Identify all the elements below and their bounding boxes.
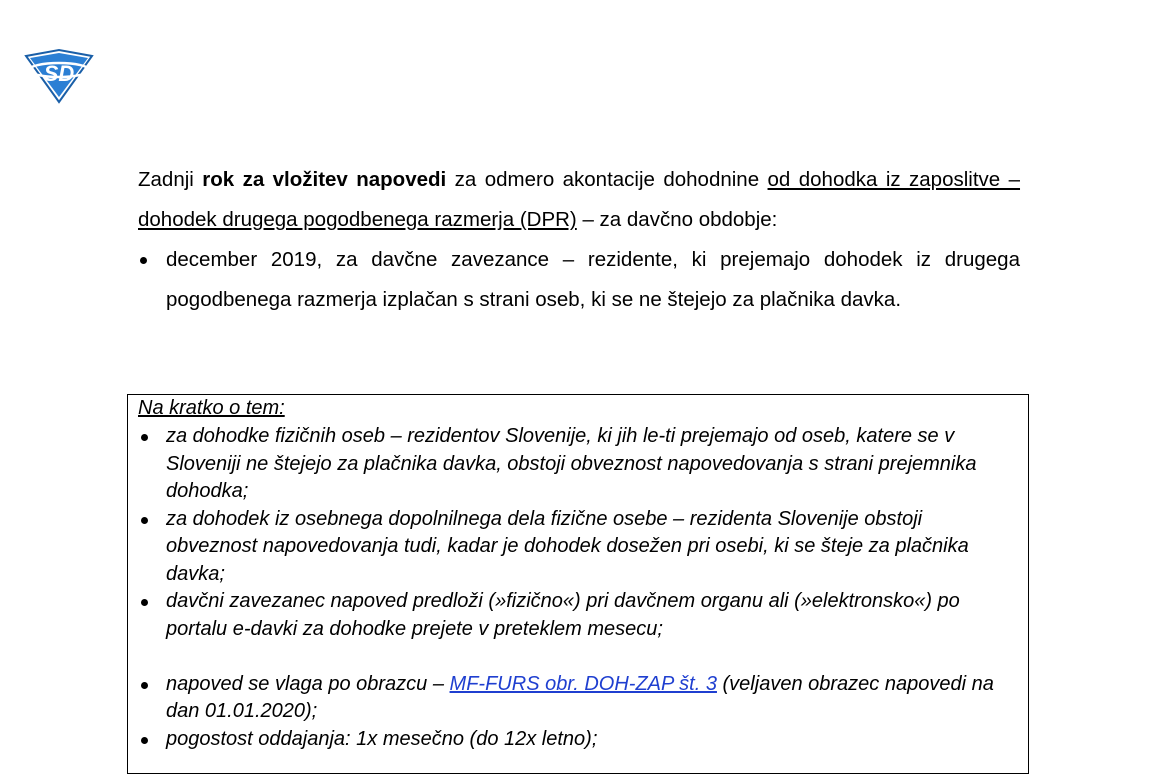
form-text-pre: napoved se vlaga po obrazcu –	[166, 672, 450, 695]
summary-item-form	[138, 671, 1018, 726]
summary-item: davčni zavezanec napoved predloži (»fizično«) pri davčnem organu ali (»elektronsko«) po portalu e-davki za dohodke prejete v preteklem mesecu;	[138, 588, 1018, 643]
summary-box	[127, 394, 1029, 774]
intro-text-1: Zadnji	[138, 168, 203, 191]
summary-box-title: Na kratko o tem:	[138, 397, 285, 419]
intro-paragraph	[138, 160, 1020, 240]
sd-logo	[22, 48, 96, 104]
intro-income-type-underlined: od dohodka iz zaposlitve – dohodek drugega pogodbenega razmerja (DPR)	[138, 168, 1021, 231]
svg-text:SD: SD	[43, 61, 75, 86]
form-text-post: (veljaven obrazec napovedi na dan 01.01.2020);	[166, 672, 994, 722]
summary-item: pogostost oddajanja: 1x mesečno (do 12x letno);	[138, 726, 1018, 754]
intro-deadline-bold: rok za vložitev napovedi	[202, 168, 447, 191]
intro-text-2: za odmero akontacije dohodnine	[446, 168, 768, 191]
summary-list	[138, 423, 1018, 753]
period-list-item: december 2019, za davčne zavezance – rezidente, ki prejemajo dohodek iz drugega pogodbenega razmerja izplačan s strani oseb, ki se ne štejejo za plačnika davka.	[138, 240, 1020, 320]
summary-item: za dohodek iz osebnega dopolnilnega dela fizične osebe – rezidenta Slovenije obstoji obveznost napovedovanja tudi, kadar je dohodek dosežen pri osebi, ki se šteje za plačnika davka;	[138, 506, 1018, 589]
form-link[interactable]: MF-FURS obr. DOH-ZAP št. 3	[449, 672, 717, 695]
summary-item: za dohodke fizičnih oseb – rezidentov Slovenije, ki jih le-ti prejemajo od oseb, katere se v Sloveniji ne štejejo za plačnika davka, obstoji obveznost napovedovanja s strani prejemnika dohodka;	[138, 423, 1018, 506]
intro-text-3: – za davčno obdobje:	[576, 208, 778, 231]
shield-logo-icon	[22, 48, 96, 104]
period-list	[138, 240, 1020, 320]
